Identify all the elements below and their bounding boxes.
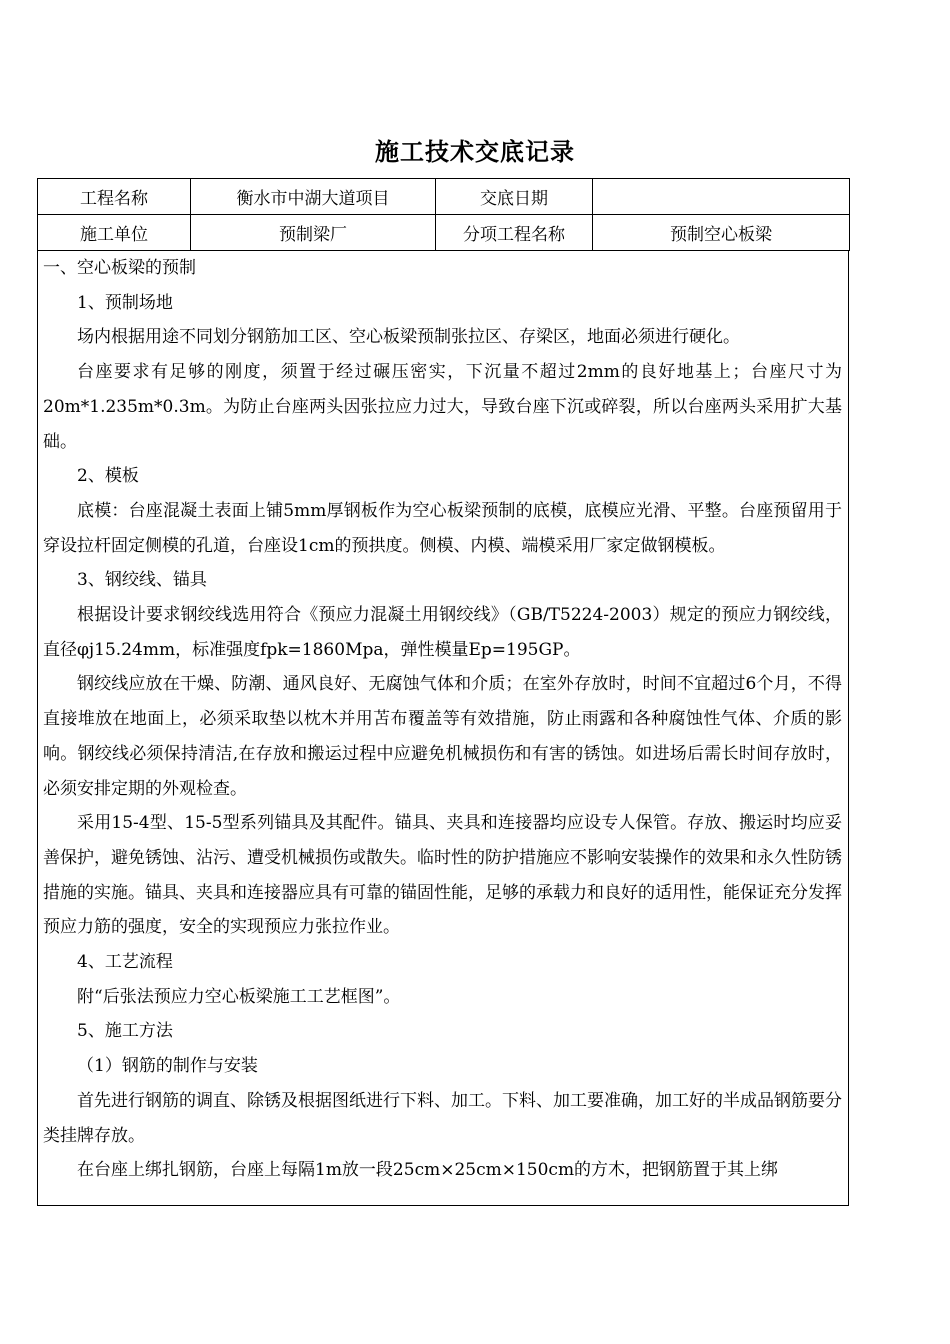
content-paragraph: 4、工艺流程 [77,952,173,973]
subproject-label: 分项工程名称 [436,215,593,251]
unit-label: 施工单位 [38,215,191,251]
content-paragraph: 在台座上绑扎钢筋，台座上每隔1m放一段25cm×25cm×150cm的方木，把钢筋置于其上绑 [77,1160,779,1181]
date-label: 交底日期 [436,179,593,215]
content-paragraph: 5、施工方法 [77,1021,173,1042]
project-name-label: 工程名称 [38,179,191,215]
header-row-1 [38,179,850,215]
content-paragraph: （1）钢筋的制作与安装 [77,1056,258,1077]
content-paragraph: 场内根据用途不同划分钢筋加工区、空心板梁预制张拉区、存梁区，地面必须进行硬化。 [77,327,740,348]
content-paragraph: 底模：台座混凝土表面上铺5mm厚钢板作为空心板梁预制的底模，底模应光滑、平整。台座预留用于穿设拉杆固定侧模的孔道，台座设1cm的预拱度。侧模、内模、端模采用厂家定做钢模板。 [43,500,842,556]
content-paragraph: 一、空心板梁的预制 [43,258,196,278]
subproject-value: 预制空心板梁 [593,215,850,251]
content-paragraph: 根据设计要求钢绞线选用符合《预应力混凝土用钢绞线》（GB/T5224-2003）规定的预应力钢绞线，直径φj15.24mm，标准强度fpk=1860Mpa，弹性模量Ep=195GP。 [43,605,842,660]
content-box [37,251,849,1206]
project-name-value: 衡水市中湖大道项目 [191,179,436,215]
header-row-2 [38,215,850,251]
content-paragraph: 采用15-4型、15-5型系列锚具及其配件。锚具、夹具和连接器均应设专人保管。存放、搬运时均应妥善保护，避免锈蚀、沾污、遭受机械损伤或散失。临时性的防护措施应不影响安装操作的效果和永久性防锈措施的实施。锚具、夹具和连接器应具有可靠的锚固性能，足够的承载力和良好的适用性，能保证充分发挥预应力筋的强度，安全的实现预应力张拉作业。 [43,813,842,938]
content-paragraph: 首先进行钢筋的调直、除锈及根据图纸进行下料、加工。下料、加工要准确，加工好的半成品钢筋要分类挂牌存放。 [43,1090,842,1146]
content-paragraph: 3、钢绞线、锚具 [77,570,207,591]
unit-value: 预制梁厂 [191,215,436,251]
content-text [43,251,842,1188]
content-paragraph: 1、预制场地 [77,292,173,313]
content-paragraph: 钢绞线应放在干燥、防潮、通风良好、无腐蚀气体和介质；在室外存放时，时间不宜超过6个月，不得直接堆放在地面上，必须采取垫以枕木并用苫布覆盖等有效措施，防止雨露和各种腐蚀性气体、介质的影响。钢绞线必须保持清洁,在存放和搬运过程中应避免机械损伤和有害的锈蚀。如进场后需长时间存放时，必须安排定期的外观检查。 [43,674,842,799]
page-title: 施工技术交底记录 [375,137,575,166]
content-paragraph: 台座要求有足够的刚度，须置于经过碾压密实，下沉量不超过2mm的良好地基上；台座尺寸为20m*1.235m*0.3m。为防止台座两头因张拉应力过大，导致台座下沉或碎裂，所以台座两头采用扩大基础。 [43,362,842,452]
header-table [37,178,850,251]
content-paragraph: 附“后张法预应力空心板梁施工工艺框图”。 [77,986,401,1007]
content-paragraph: 2、模板 [77,466,139,487]
date-value [593,179,850,215]
